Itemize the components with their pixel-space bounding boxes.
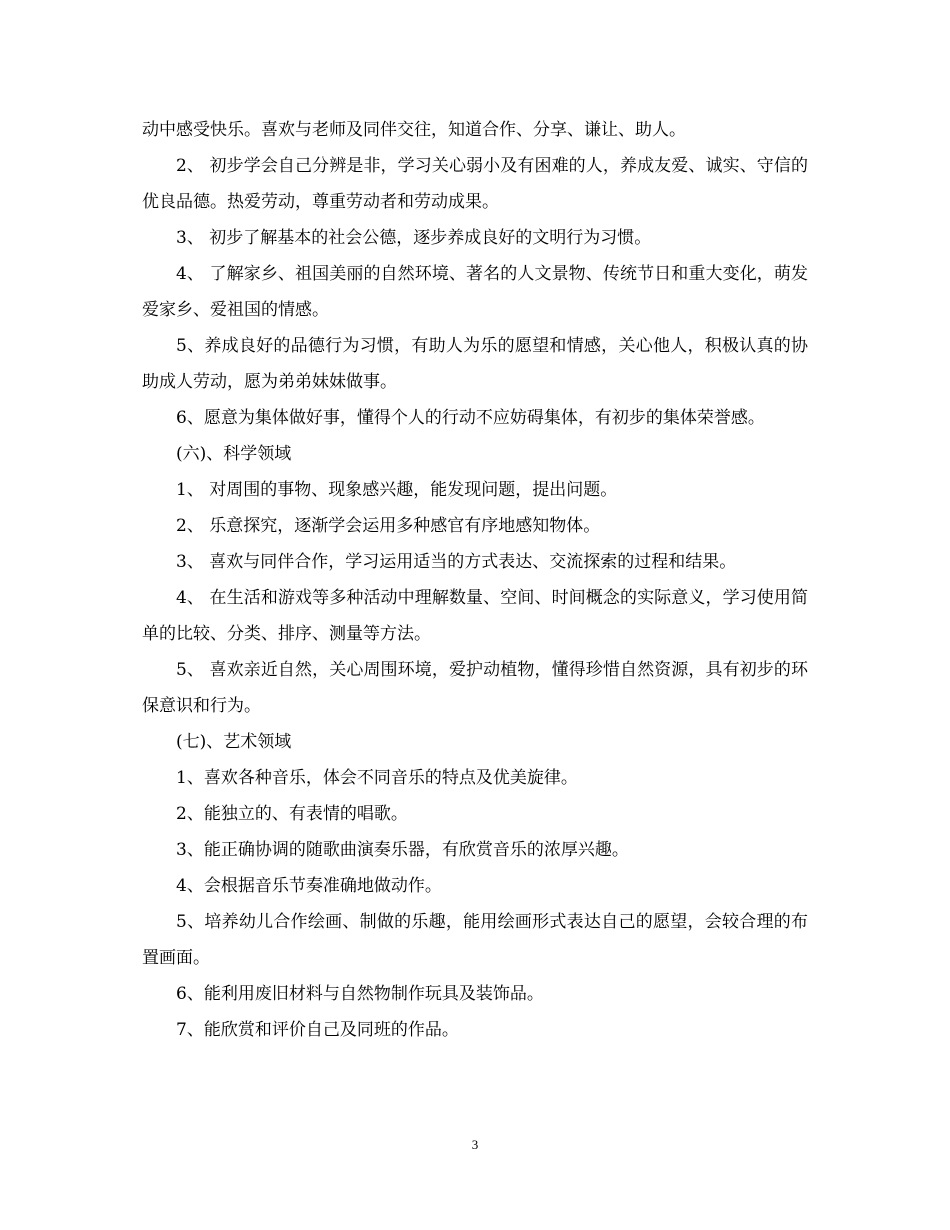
paragraph-science-3: 3、 喜欢与同伴合作，学习运用适当的方式表达、交流探索的过程和结果。 — [176, 552, 737, 572]
paragraph-art-4: 4、会根据音乐节奏准确地做动作。 — [176, 876, 442, 896]
paragraph-social-6: 6、愿意为集体做好事，懂得个人的行动不应妨碍集体，有初步的集体荣誉感。 — [176, 408, 765, 428]
paragraph-social-3: 3、 初步了解基本的社会公德，逐步养成良好的文明行为习惯。 — [176, 228, 652, 248]
paragraph-art-1: 1、喜欢各种音乐，体会不同音乐的特点及优美旋律。 — [176, 768, 578, 788]
paragraph-art-2: 2、能独立的、有表情的唱歌。 — [176, 804, 408, 824]
paragraph-social-2: 2、 初步学会自己分辨是非，学习关心弱小及有困难的人，养成友爱、诚实、守信的优良品德。热爱劳动，尊重劳动者和劳动成果。 — [142, 156, 808, 212]
section-heading-science: (六)、科学领域 — [176, 444, 292, 464]
paragraph-science-4: 4、 在生活和游戏等多种活动中理解数量、空间、时间概念的实际意义，学习使用简单的比较、分类、排序、测量等方法。 — [142, 588, 808, 644]
document-body — [142, 112, 808, 1048]
paragraph-social-4: 4、 了解家乡、祖国美丽的自然环境、著名的人文景物、传统节日和重大变化，萌发爱家乡、爱祖国的情感。 — [142, 264, 808, 320]
paragraph-art-6: 6、能利用废旧材料与自然物制作玩具及装饰品。 — [176, 984, 544, 1004]
paragraph-social-5: 5、养成良好的品德行为习惯，有助人为乐的愿望和情感，关心他人，积极认真的协助成人劳动，愿为弟弟妹妹做事。 — [142, 336, 808, 392]
paragraph-science-1: 1、 对周围的事物、现象感兴趣，能发现问题，提出问题。 — [176, 480, 618, 500]
paragraph-art-3: 3、能正确协调的随歌曲演奏乐器，有欣赏音乐的浓厚兴趣。 — [176, 840, 629, 860]
page-number: 3 — [471, 1137, 479, 1152]
paragraph-art-5: 5、培养幼儿合作绘画、制做的乐趣，能用绘画形式表达自己的愿望，会较合理的布置画面。 — [142, 912, 808, 968]
paragraph-art-7: 7、能欣赏和评价自己及同班的作品。 — [176, 1020, 459, 1040]
paragraph-science-2: 2、 乐意探究，逐渐学会运用多种感官有序地感知物体。 — [176, 516, 601, 536]
paragraph-continuation: 动中感受快乐。喜欢与老师及同伴交往，知道合作、分享、谦让、助人。 — [142, 120, 686, 140]
paragraph-science-5: 5、 喜欢亲近自然，关心周围环境，爱护动植物，懂得珍惜自然资源，具有初步的环保意识和行为。 — [142, 660, 808, 716]
section-heading-art: (七)、艺术领域 — [176, 732, 292, 752]
